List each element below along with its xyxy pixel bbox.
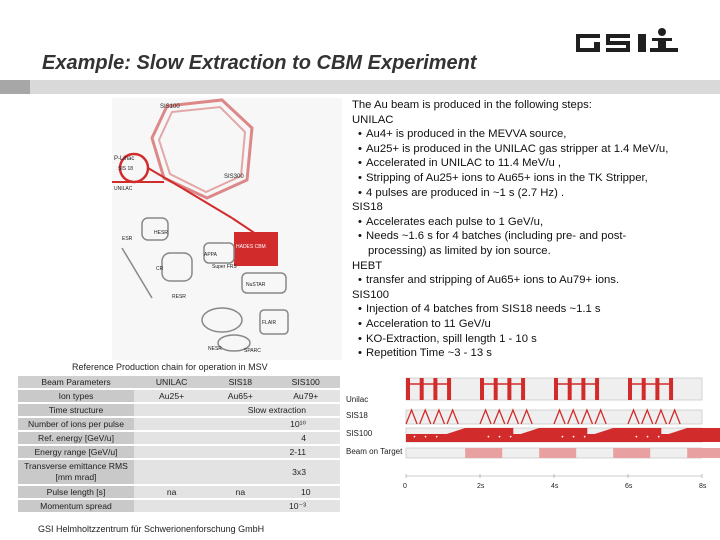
table-row bbox=[18, 432, 340, 444]
unilac-pulse bbox=[628, 378, 632, 400]
value-cell: na bbox=[134, 486, 209, 498]
unilac-pulse bbox=[447, 378, 451, 400]
beam-on-target-spill bbox=[465, 448, 502, 458]
value-cell: Au79+ bbox=[271, 390, 340, 402]
value-cell: 10⁻³ bbox=[134, 500, 340, 512]
footer-text: GSI Helmholtzzentrum für Schwerionenforschung GmbH bbox=[38, 524, 265, 534]
intro-line: The Au beam is produced in the following steps: bbox=[352, 99, 592, 111]
table-row bbox=[18, 446, 340, 458]
sis100-step: • Acceleration to 11 GeV/u bbox=[358, 317, 491, 330]
table-row bbox=[18, 460, 340, 484]
unilac-pulse bbox=[642, 378, 646, 400]
sis100-batch-marker: • bbox=[498, 435, 501, 441]
beam-on-target-spill bbox=[539, 448, 576, 458]
svg-text:NESR: NESR bbox=[208, 346, 222, 352]
sis100-batch-marker: • bbox=[572, 435, 575, 441]
unilac-step: • 4 pulses are produced in ~1 s (2.7 Hz) . bbox=[358, 186, 565, 199]
timing-x-tick-label: 4s bbox=[551, 483, 559, 490]
timing-row-label: Beam on Target bbox=[346, 447, 403, 456]
value-cell: Au65+ bbox=[209, 390, 271, 402]
beam-on-target-spill bbox=[687, 448, 720, 458]
timing-diagram bbox=[344, 370, 720, 494]
header-cell: SIS18 bbox=[209, 376, 271, 388]
unilac-pulse bbox=[521, 378, 525, 400]
sis100-batch-marker: • bbox=[657, 435, 660, 441]
svg-text:APPA: APPA bbox=[204, 252, 217, 258]
hebt-step: • transfer and stripping of Au65+ ions to Au79+ ions. bbox=[358, 274, 620, 287]
unilac-pulse bbox=[669, 378, 673, 400]
reference-caption: Reference Production chain for operation in MSV bbox=[72, 362, 268, 372]
sis18-step-continued: processing) as limited by ion source. bbox=[368, 244, 551, 257]
header-cell: SIS100 bbox=[271, 376, 340, 388]
svg-text:SIS300: SIS300 bbox=[224, 174, 244, 180]
sis100-batch-marker: • bbox=[424, 435, 427, 441]
svg-text:P-Linac: P-Linac bbox=[114, 156, 135, 162]
table-header-row bbox=[18, 376, 340, 388]
timing-row-label: SIS18 bbox=[346, 411, 368, 420]
unilac-step: • Au25+ is produced in the UNILAC gas stripper at 1.4 MeV/u, bbox=[358, 142, 669, 155]
param-cell: Transverse emittance RMS [mm mrad] bbox=[18, 460, 134, 484]
svg-text:HADES CBM: HADES CBM bbox=[236, 244, 266, 250]
sis100-step: • KO-Extraction, spill length 1 - 10 s bbox=[358, 332, 537, 345]
sis100-batch-marker: • bbox=[635, 435, 638, 441]
header-cell: Beam Parameters bbox=[18, 376, 134, 388]
unilac-pulse bbox=[568, 378, 572, 400]
section-head-hebt: HEBT bbox=[352, 259, 383, 272]
slide-title: Example: Slow Extraction to CBM Experiment bbox=[42, 52, 477, 74]
reference-table bbox=[18, 374, 340, 514]
param-cell: Energy range [GeV/u] bbox=[18, 446, 134, 458]
svg-text:UNILAC: UNILAC bbox=[114, 186, 133, 192]
unilac-step: • Stripping of Au25+ ions to Au65+ ions in the TK Stripper, bbox=[358, 171, 648, 184]
timing-x-tick-label: 2s bbox=[477, 483, 485, 490]
unilac-step: • Au4+ is produced in the MEVVA source, bbox=[358, 128, 567, 141]
value-cell: Au25+ bbox=[134, 390, 209, 402]
timing-x-tick-label: 8s bbox=[699, 483, 707, 490]
sis100-batch-marker: • bbox=[561, 435, 564, 441]
sis18-step: • Accelerates each pulse to 1 GeV/u, bbox=[358, 215, 544, 228]
unilac-pulse bbox=[480, 378, 484, 400]
sis100-batch-marker: • bbox=[583, 435, 586, 441]
svg-text:Super FRS: Super FRS bbox=[212, 264, 237, 270]
svg-text:RESR: RESR bbox=[172, 294, 186, 300]
title-bar bbox=[0, 80, 720, 94]
unilac-pulse bbox=[507, 378, 511, 400]
svg-text:HESR: HESR bbox=[154, 230, 168, 236]
sis100-batch-marker: • bbox=[509, 435, 512, 441]
header-cell: UNILAC bbox=[134, 376, 209, 388]
section-head-sis100: SIS100 bbox=[352, 288, 390, 301]
sis100-step: • Repetition Time ~3 - 13 s bbox=[358, 347, 492, 360]
timing-row-label: SIS100 bbox=[346, 429, 373, 438]
beam-on-target-spill bbox=[613, 448, 650, 458]
timing-x-tick-label: 6s bbox=[625, 483, 633, 490]
value-cell: na bbox=[209, 486, 271, 498]
sis100-batch-marker: • bbox=[435, 435, 438, 441]
unilac-pulse bbox=[655, 378, 659, 400]
value-cell: 10¹⁰ bbox=[134, 418, 340, 430]
fair-facility-diagram bbox=[112, 98, 342, 360]
value-cell: 10 bbox=[271, 486, 340, 498]
unilac-pulse bbox=[595, 378, 599, 400]
table-row bbox=[18, 390, 340, 402]
svg-text:SPARC: SPARC bbox=[244, 348, 261, 354]
timing-row-label: Unilac bbox=[346, 395, 369, 404]
svg-text:ESR: ESR bbox=[122, 236, 133, 242]
unilac-pulse bbox=[420, 378, 424, 400]
table-row bbox=[18, 418, 340, 430]
svg-text:NuSTAR: NuSTAR bbox=[246, 282, 266, 288]
svg-text:FLAIR: FLAIR bbox=[262, 320, 277, 326]
gsi-logo bbox=[576, 26, 682, 56]
section-head-unilac: UNILAC bbox=[352, 113, 394, 126]
title-bar-accent bbox=[0, 80, 30, 94]
sis18-step: • Needs ~1.6 s for 4 batches (including pre- and post- bbox=[358, 230, 627, 243]
svg-text:SIS 18: SIS 18 bbox=[118, 166, 134, 172]
value-cell: 3x3 bbox=[134, 460, 340, 484]
sis100-step: • Injection of 4 batches from SIS18 needs ~1.1 s bbox=[358, 303, 601, 316]
unilac-pulse bbox=[433, 378, 437, 400]
table-row bbox=[18, 486, 340, 498]
unilac-pulse bbox=[494, 378, 498, 400]
svg-text:SIS100: SIS100 bbox=[160, 104, 180, 110]
unilac-pulse bbox=[581, 378, 585, 400]
value-cell: 2-11 bbox=[134, 446, 340, 458]
timing-x-tick-label: 0 bbox=[403, 483, 407, 490]
table-row bbox=[18, 500, 340, 512]
svg-text:CR: CR bbox=[156, 266, 164, 272]
value-cell: 4 bbox=[134, 432, 340, 444]
param-cell: Pulse length [s] bbox=[18, 486, 134, 498]
param-cell: Momentum spread bbox=[18, 500, 134, 512]
unilac-step: • Accelerated in UNILAC to 11.4 MeV/u , bbox=[358, 157, 562, 170]
value-cell: Slow extraction bbox=[134, 404, 340, 416]
table-row bbox=[18, 404, 340, 416]
unilac-pulse bbox=[406, 378, 410, 400]
unilac-pulse bbox=[554, 378, 558, 400]
param-cell: Number of ions per pulse bbox=[18, 418, 134, 430]
sis100-batch-marker: • bbox=[487, 435, 490, 441]
section-head-sis18: SIS18 bbox=[352, 201, 383, 214]
param-cell: Ion types bbox=[18, 390, 134, 402]
param-cell: Time structure bbox=[18, 404, 134, 416]
param-cell: Ref. energy [GeV/u] bbox=[18, 432, 134, 444]
sis100-batch-marker: • bbox=[413, 435, 416, 441]
sis100-batch-marker: • bbox=[646, 435, 649, 441]
process-description bbox=[352, 98, 718, 361]
